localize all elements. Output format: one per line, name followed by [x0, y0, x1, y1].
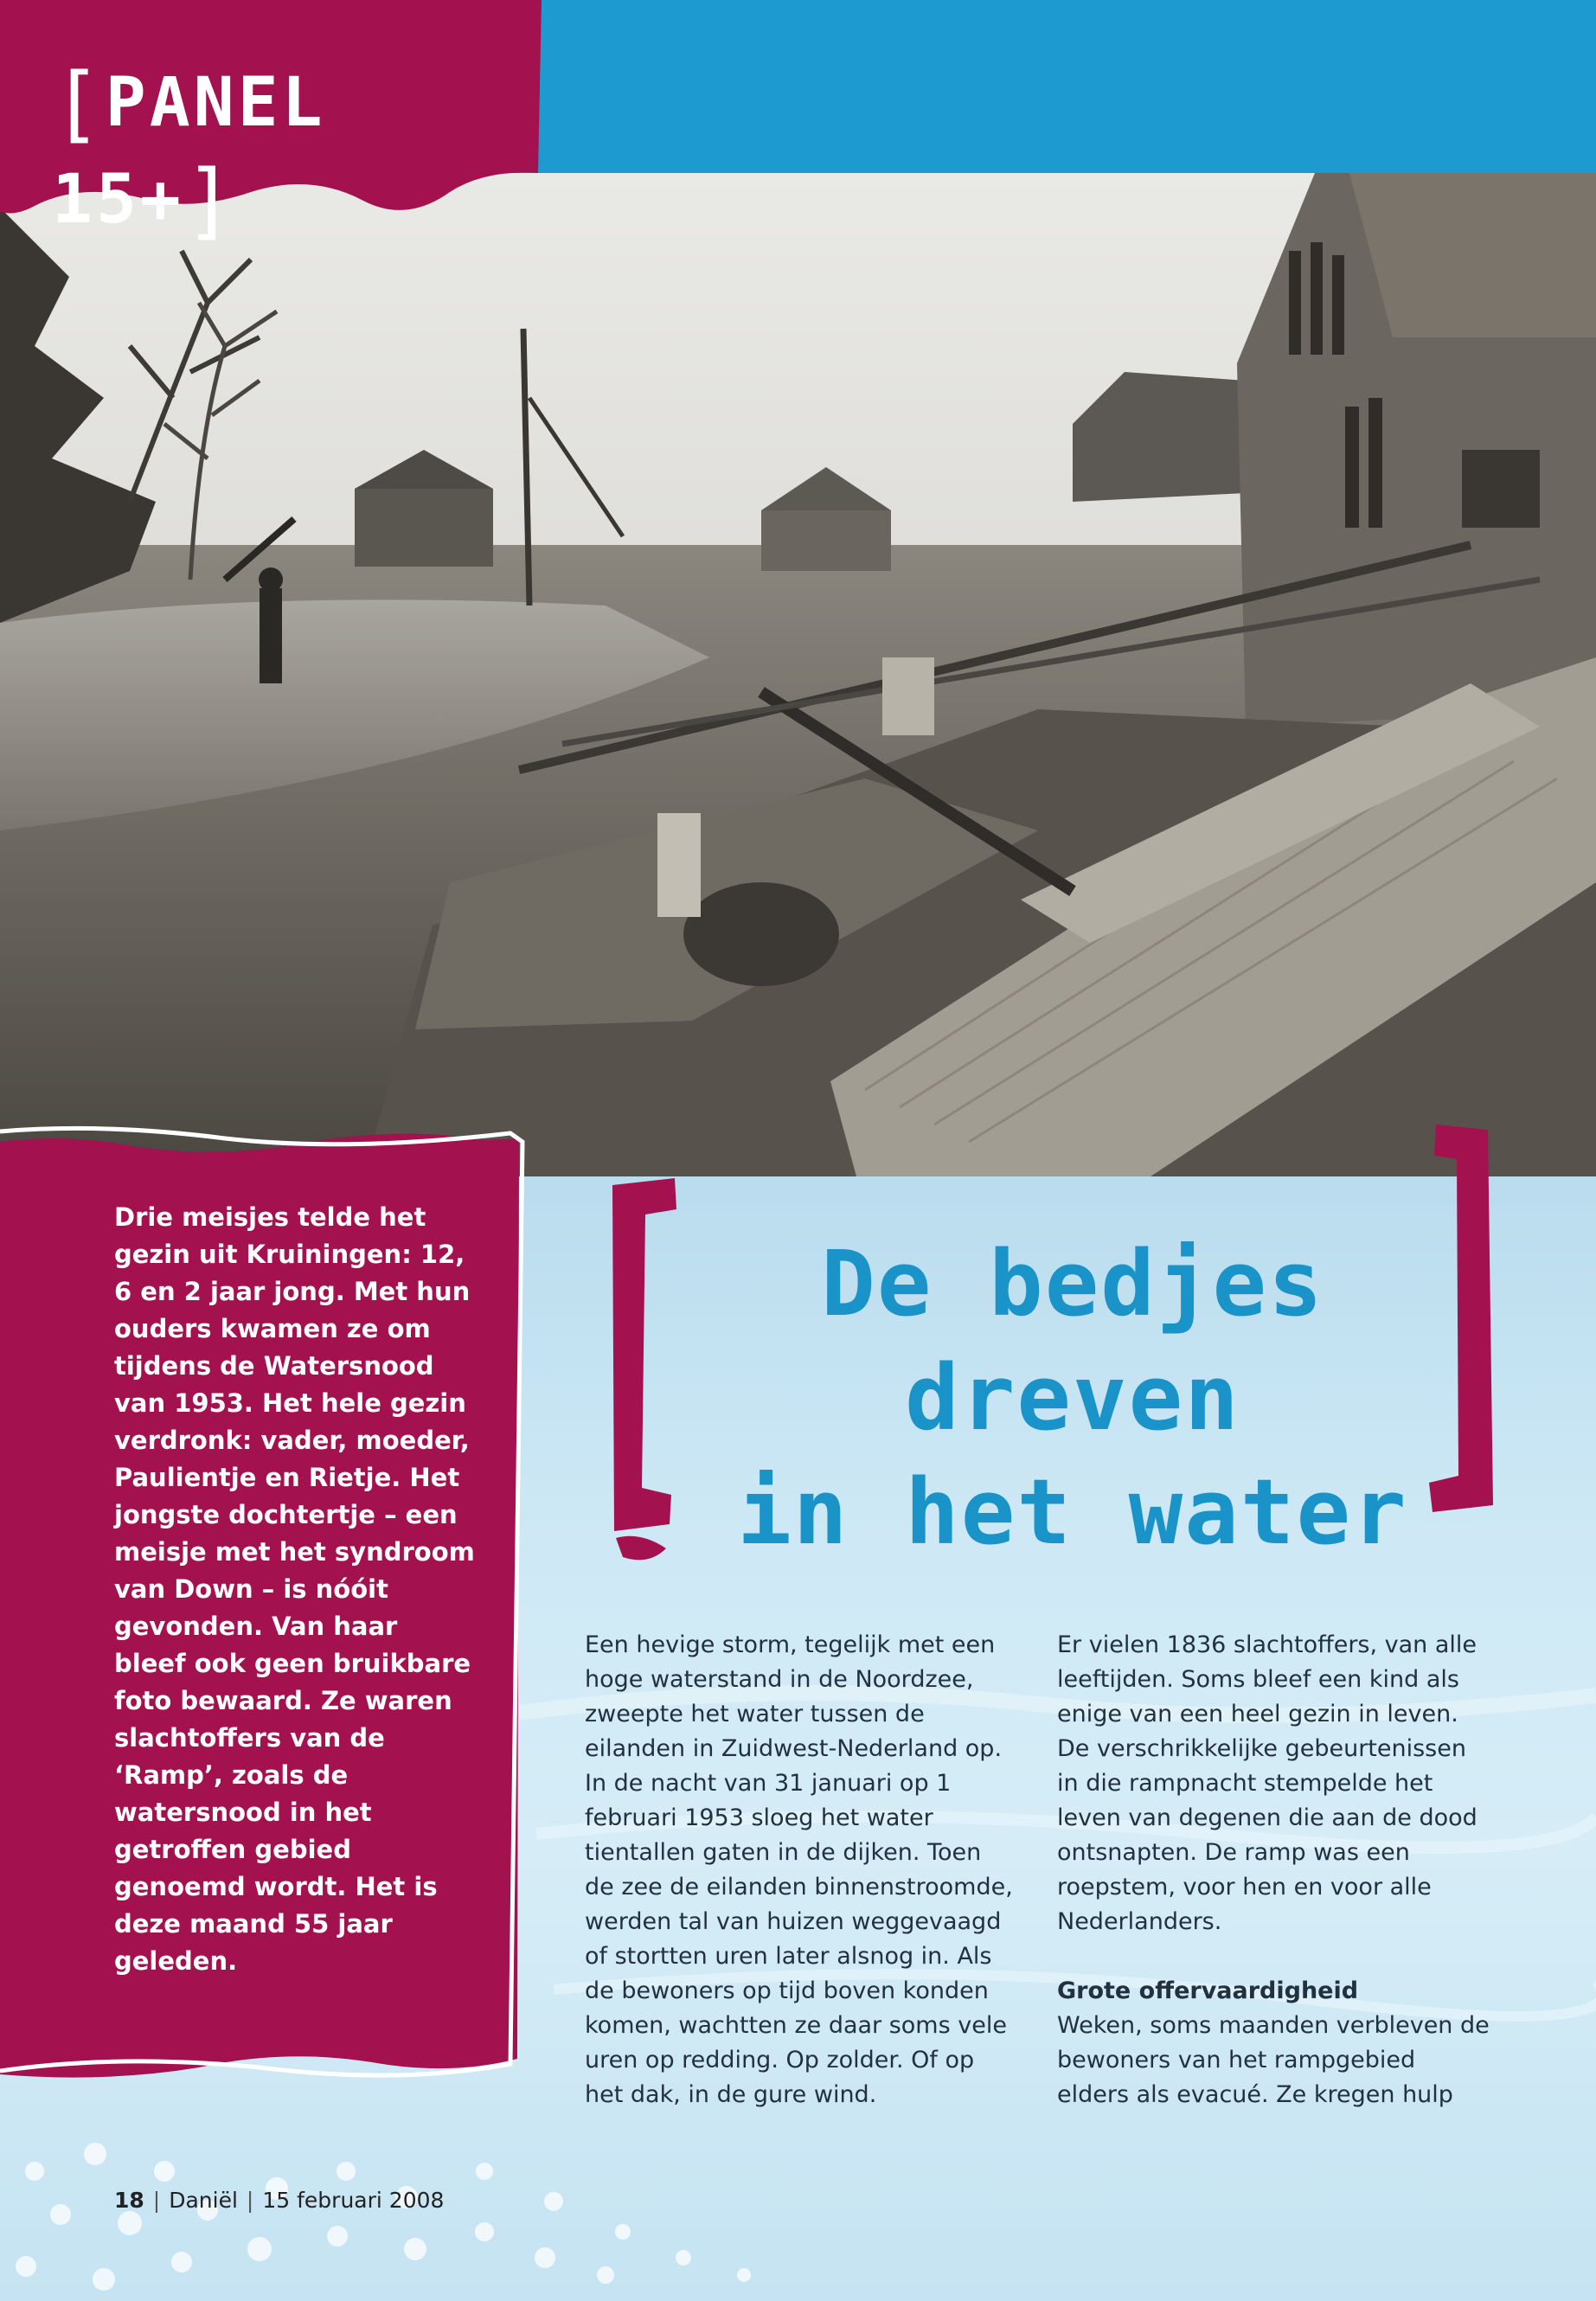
panel-badge: [0, 0, 545, 249]
body-column-2: [1057, 1628, 1490, 2112]
flood-photo: [0, 173, 1596, 1176]
magazine-name: Daniël: [169, 2188, 238, 2213]
body-column-1: [585, 1628, 1017, 2112]
body-paragraph: Er vielen 1836 slachtoffers, van alle leeftijden. Soms bleef een kind als enige van een heel gezin in leven. De verschrikkelijke gebeurtenissen in die rampnacht stempelde het leven van degenen die aan de dood ontsnapten. De ramp was een roepstem, voor hen en voor alle Nederlanders.: [1057, 1631, 1477, 1935]
footer-separator: |: [152, 2188, 161, 2213]
body-paragraph: Weken, soms maanden verbleven de bewoners van het rampgebied elders als evacué. Ze kregen hulp: [1057, 2012, 1490, 2108]
flood-photo-illustration: [0, 173, 1596, 1176]
issue-date: 15 februari 2008: [262, 2188, 445, 2213]
headline-line-1: De bedjes dreven: [821, 1231, 1324, 1451]
headline-line-2: in het water: [737, 1459, 1408, 1565]
page-number: 18: [114, 2188, 144, 2213]
body-paragraph: Een hevige storm, tegelijk met een hoge waterstand in de Noordzee, zweepte het water tussen de eilanden in Zuidwest-Nederland op. In de nacht van 31 januari op 1 februari 1953 sloeg het water tientallen gaten in de dijken. Toen de zee de eilanden binnenstroomde, werden tal van huizen weggevaagd of stortten uren later alsnog in. Als de bewoners op tijd boven konden komen, wachtten ze daar soms vele uren op redding. Op zolder. Of op het dak, in de gure wind.: [585, 1631, 1013, 2108]
subheading: Grote offervaardigheid: [1057, 1977, 1359, 2004]
bracket-open-icon: [: [52, 55, 106, 152]
footer-separator: |: [246, 2188, 254, 2213]
headline: [640, 1227, 1505, 1569]
page-footer: [114, 2188, 444, 2213]
panel-label: [52, 48, 545, 249]
panel-label-text: PANEL 15+: [52, 64, 326, 239]
intro-text: Drie meisjes telde het gezin uit Kruiningen: 12, 6 en 2 jaar jong. Met hun ouders kwamen ze om tijdens de Watersnood van 1953. Het hele gezin verdronk: vader, moeder, Paulientje en Rietje. Het jongste dochtertje – een meisje met het syndroom van Down – is nóóit gevonden. Van haar bleef ook geen bruikbare foto bewaard. Ze waren slachtoffers van de ‘Ramp’, zoals de watersnood in het getroffen gebied genoemd wordt. Het is deze maand 55 jaar geleden.: [114, 1202, 475, 1976]
bracket-close-icon: ]: [183, 152, 238, 249]
